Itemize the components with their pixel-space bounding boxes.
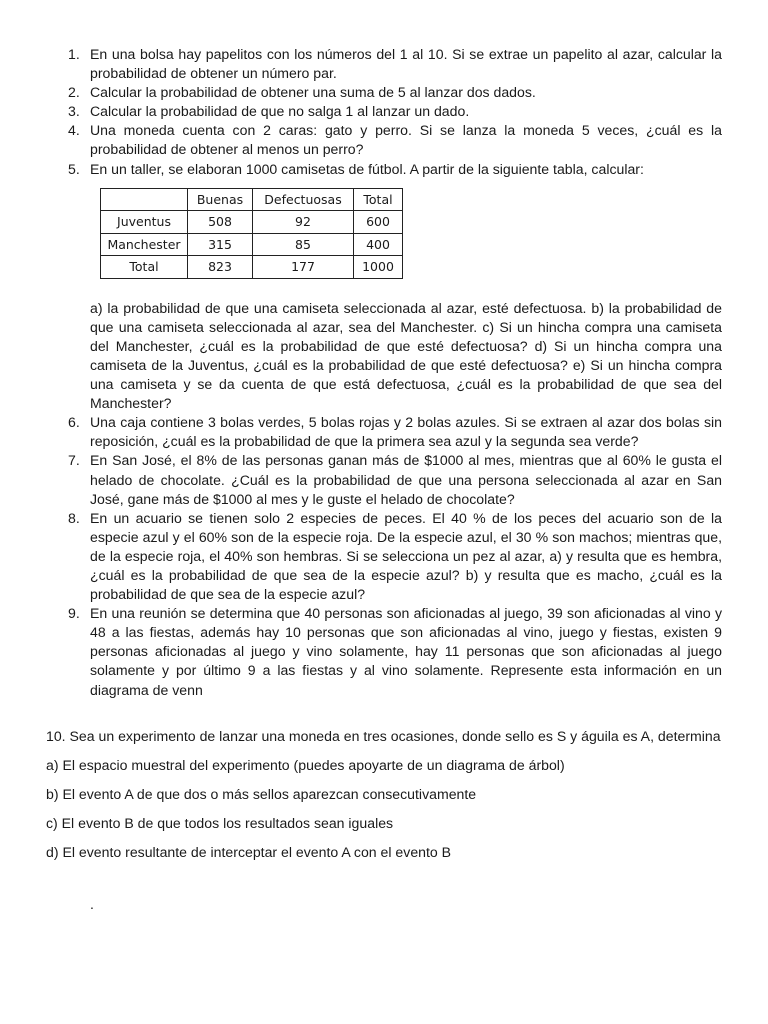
problem-text: En una reunión se determina que 40 personas son aficionadas al juego, 39 son aficionadas al vino y 48 a las fiestas, además hay 10 personas que son aficionadas al vino, juego y fiestas, existen 9 personas aficionadas al juego y vino solamente, hay 11 personas que son aficionadas al juego solamente y por último 9 a las fiestas y al vino solamente. Represente esta información en un diagrama de venn <box>90 605 722 698</box>
problem-number: 6. <box>68 414 80 431</box>
table-cell: 400 <box>354 233 403 256</box>
shirts-table <box>100 188 403 279</box>
table-row <box>101 233 403 256</box>
problem-10-item: a) El espacio muestral del experimento (puedes apoyarte de un diagrama de árbol) <box>46 757 565 773</box>
problem-number: 4. <box>68 122 80 139</box>
table-row-label: Total <box>101 256 188 279</box>
table-row-label: Juventus <box>101 211 188 234</box>
problem-number: 3. <box>68 103 80 120</box>
table-row <box>101 211 403 234</box>
problem-text: En un acuario se tienen solo 2 especies de peces. El 40 % de los peces del acuario son de la especie azul y el 60% son de la especie roja. De la especie azul, el 30 % son machos; mientras que, de la especie roja, el 40% son hembras. Si se selecciona un pez al azar, a) y resulta que es hembra, ¿cuál es la probabilidad de que sea de la especie azul? b) y resulta que es macho, ¿cuál es la probabilidad de que sea de la especie azul? <box>90 509 722 603</box>
table-header-cell: Defectuosas <box>253 188 354 211</box>
problem-item <box>62 83 722 102</box>
problem-number: 9. <box>68 605 80 622</box>
table-cell: 508 <box>188 211 253 234</box>
problem-number: 7. <box>68 452 80 469</box>
table-cell: 315 <box>188 233 253 256</box>
problem-10-intro: 10. Sea un experimento de lanzar una moneda en tres ocasiones, donde sello es S y águila es A, determina <box>46 728 721 744</box>
problem-number: 8. <box>68 509 80 526</box>
table-header-row <box>101 188 403 211</box>
table-header-cell: Total <box>354 188 403 211</box>
problem-number: 1. <box>68 46 80 62</box>
table-cell: 600 <box>354 211 403 234</box>
problem-10-item: c) El evento B de que todos los resultados sean iguales <box>46 815 394 831</box>
table-cell: 92 <box>253 211 354 234</box>
problem-item <box>62 160 722 414</box>
problem-text: En un taller, se elaboran 1000 camisetas de fútbol. A partir de la siguiente tabla, calcular: <box>90 160 644 177</box>
table-cell: 177 <box>253 256 354 279</box>
problem-number: 2. <box>68 84 80 101</box>
problem-list <box>62 45 722 700</box>
stray-mark: . <box>90 896 94 912</box>
problem-text: Una moneda cuenta con 2 caras: gato y perro. Si se lanza la moneda 5 veces, ¿cuál es la probabilidad de obtener al menos un perro? <box>90 122 722 158</box>
table-row <box>101 256 403 279</box>
problem-number: 5. <box>68 160 80 177</box>
table-cell: 823 <box>188 256 253 279</box>
problem-item <box>62 604 722 699</box>
problem-item <box>62 509 722 604</box>
problem-text: En una bolsa hay papelitos con los números del 1 al 10. Si se extrae un papelito al azar, calcular la probabilidad de obtener un número par. <box>90 46 722 82</box>
problem-5-subquestions: a) la probabilidad de que una camiseta seleccionada al azar, esté defectuosa. b) la probabilidad de que una camiseta seleccionada al azar, sea del Manchester. c) Si un hincha compra una camiseta del Manchester, ¿cuál es la probabilidad de que esté defectuosa? d) Si un hincha compra una camiseta de la Juventus, ¿cuál es la probabilidad de que esté defectuosa? e) Si un hincha compra una camiseta y se da cuenta de que está defectuosa, ¿cuál es la probabilidad de que sea del Manchester? <box>90 299 722 412</box>
problem-item <box>62 121 722 159</box>
problem-10 <box>46 727 722 862</box>
problem-text: En San José, el 8% de las personas ganan más de $1000 al mes, mientras que al 60% le gusta el helado de chocolate. ¿Cuál es la probabilidad de que una persona seleccionada al azar en San José, gane más de $1000 al mes y le guste el helado de chocolate? <box>90 452 722 507</box>
problem-item <box>62 451 722 508</box>
table-header-cell: Buenas <box>188 188 253 211</box>
problem-text: Calcular la probabilidad de obtener una suma de 5 al lanzar dos dados. <box>90 84 536 101</box>
problem-text: Una caja contiene 3 bolas verdes, 5 bolas rojas y 2 bolas azules. Si se extraen al azar dos bolas sin reposición, ¿cuál es la probabilidad de que la primera sea azul y la segunda sea verde? <box>90 414 722 450</box>
problem-text: Calcular la probabilidad de que no salga 1 al lanzar un dado. <box>90 103 470 120</box>
problem-item <box>62 45 722 83</box>
table-cell: 85 <box>253 233 354 256</box>
table-row-label: Manchester <box>101 233 188 256</box>
problem-item <box>62 413 722 451</box>
problem-item <box>62 102 722 121</box>
problem-10-item: b) El evento A de que dos o más sellos aparezcan consecutivamente <box>46 786 477 802</box>
table-header-cell <box>101 188 188 211</box>
problem-10-item: d) El evento resultante de interceptar el evento A con el evento B <box>46 844 452 860</box>
table-cell: 1000 <box>354 256 403 279</box>
